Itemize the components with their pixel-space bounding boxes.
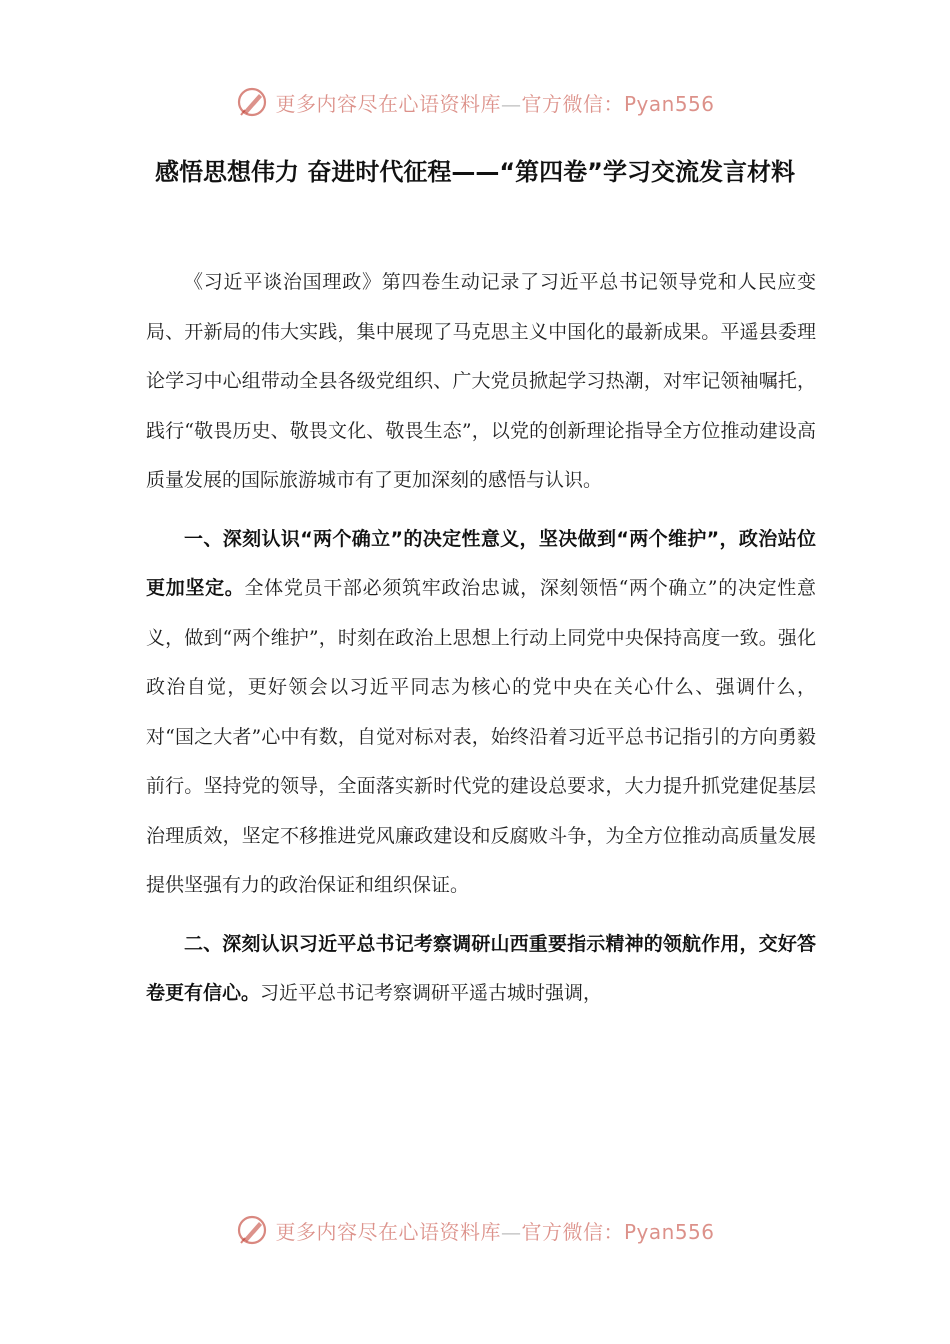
section-2-paragraph [146, 920, 816, 1019]
pen-logo-icon [235, 85, 269, 119]
document-title: 感悟思想伟力 奋进时代征程——“第四卷”学习交流发言材料 [155, 158, 795, 186]
watermark-contact-id: Pyan556 [623, 1219, 715, 1244]
pen-logo-icon [235, 1213, 269, 1247]
section-2-body: 习近平总书记考察调研平遥古城时强调， [260, 982, 603, 1004]
watermark-brand: 更多内容尽在心语资料库 [275, 91, 501, 116]
watermark-separator: — [500, 1219, 522, 1244]
watermark-contact-label: 官方微信： [521, 1219, 624, 1244]
watermark-text [275, 88, 714, 117]
section-1-heading: 一、深刻认识“两个确立”的决定性意义，坚决做到“两个维护”，政治站位更加坚定。 [146, 527, 816, 599]
section-1-body: 全体党员干部必须筑牢政治忠诚，深刻领悟“两个确立”的决定性意义，做到“两个维护”，时刻在政治上思想上行动上同党中央保持高度一致。强化政治自觉，更好领会以习近平同志为核心的党中央在关心什么、强调什么，对“国之大者”心中有数，自觉对标对表，始终沿着习近平总书记指引的方向勇毅前行。坚持党的领导，全面落实新时代党的建设总要求，大力提升抓党建促基层治理质效，坚定不移推进党风廉政建设和反腐败斗争，为全方位推动高质量发展提供坚强有力的政治保证和组织保证。 [146, 577, 816, 896]
watermark-footer [0, 1210, 950, 1250]
section-1-paragraph [146, 515, 816, 911]
section-2-heading: 二、深刻认识习近平总书记考察调研山西重要指示精神的领航作用，交好答卷更有信心。 [146, 932, 816, 1004]
watermark-contact-label: 官方微信： [521, 91, 624, 116]
document-body [146, 258, 816, 1019]
watermark-text [275, 1216, 714, 1245]
watermark-contact-id: Pyan556 [623, 91, 715, 116]
intro-paragraph: 《习近平谈治国理政》第四卷生动记录了习近平总书记领导党和人民应变局、开新局的伟大实践，集中展现了马克思主义中国化的最新成果。平遥县委理论学习中心组带动全县各级党组织、广大党员掀起学习热潮，对牢记领袖嘱托，践行“敬畏历史、敬畏文化、敬畏生态”，以党的创新理论指导全方位推动建设高质量发展的国际旅游城市有了更加深刻的感悟与认识。 [146, 271, 816, 491]
watermark-separator: — [500, 91, 522, 116]
watermark-brand: 更多内容尽在心语资料库 [275, 1219, 501, 1244]
watermark-header [0, 82, 950, 122]
